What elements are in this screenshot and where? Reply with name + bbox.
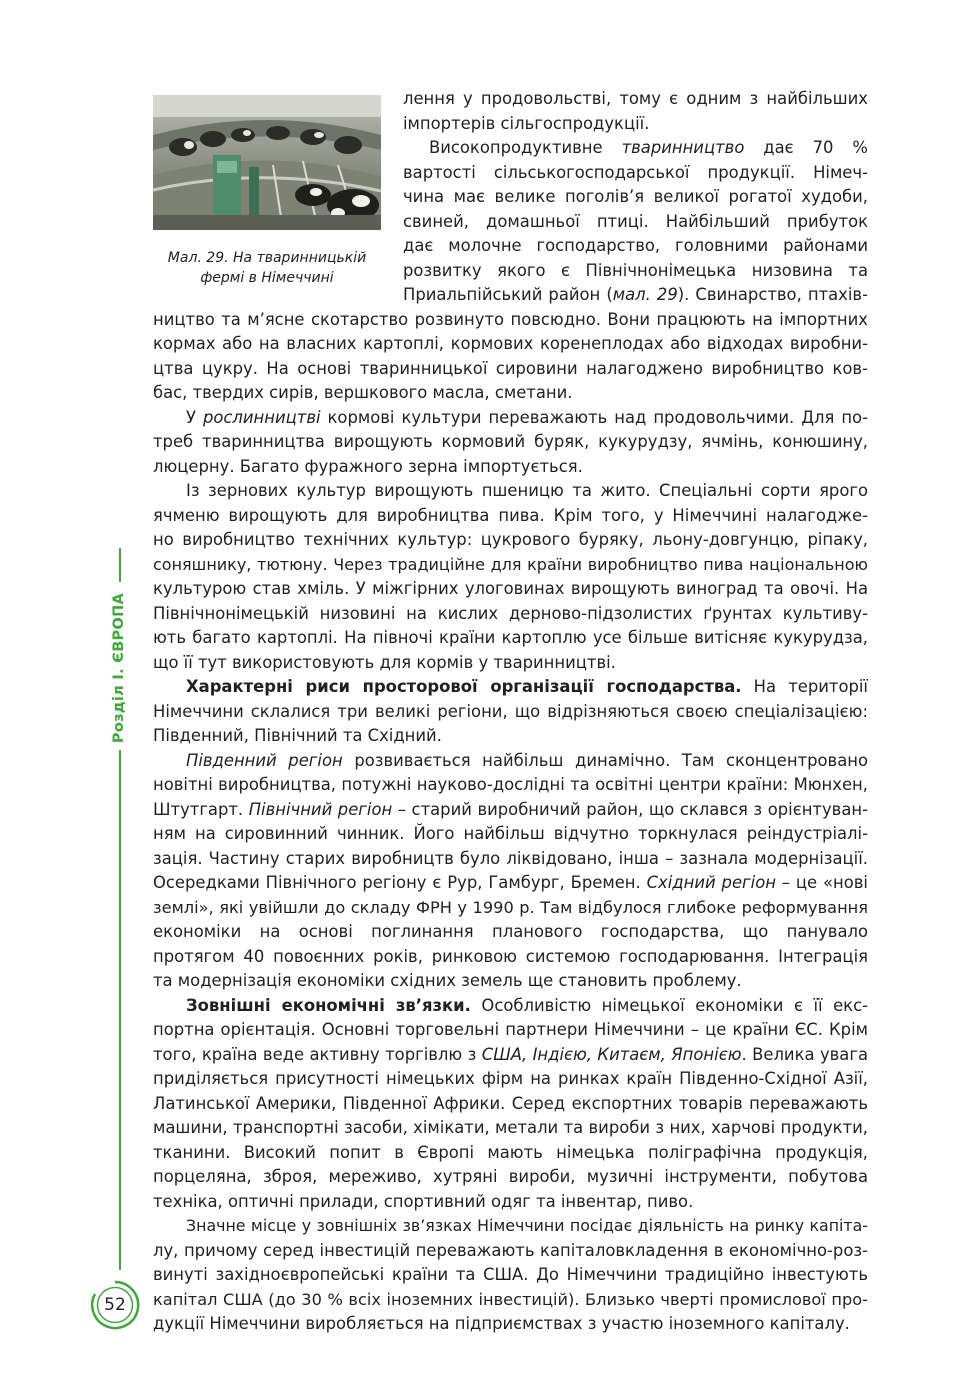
text-line <box>153 871 868 895</box>
text-line <box>153 945 868 969</box>
text-line <box>153 700 868 724</box>
side-rule-bottom <box>119 750 121 1270</box>
text-segment: розвивається найбільш динамічно. Там сконцентровано <box>342 750 869 770</box>
text-segment: кормові культури переважають над продовольчими. Для по- <box>320 407 868 427</box>
text-segment: Значне місце у зовнішніх зв’язках Німеччини посідає діяльність на ринку капіта- <box>186 1216 868 1235</box>
text-segment: техніка, оптичні прилади, спортивний одяг та інвентар, пиво. <box>153 1191 694 1211</box>
text-segment: но виробництво технічних культур: цукрового буряку, льону-довгунцю, ріпаку, <box>153 530 868 549</box>
text-segment: ячменю вирощують для виробництва пива. Крім того, у Німеччині налагодже- <box>153 505 868 525</box>
text-segment: Приальпійський район ( <box>403 285 613 304</box>
text-line <box>153 1116 868 1140</box>
text-segment: культурою став хміль. У міжгірних улоговинах вирощують виноград та овочі. На <box>153 579 868 598</box>
text-segment: Високопродуктивне <box>429 138 622 157</box>
text-segment: та модернізація економіки східних земель ще становить проблему. <box>153 971 742 990</box>
text-segment: землі», які увійшли до складу ФРН у 1990 р. Там відбулося глибоке реформування <box>153 897 868 917</box>
text-segment: ють багато картоплі. На півночі країни картоплю усе більше витісняє кукурудза, <box>153 628 868 647</box>
text-line <box>429 136 868 160</box>
text-segment: імпортерів сільгоспродукції. <box>403 113 650 133</box>
text-segment: Північнонімецькій низовині на кислих дерново-підзолистих ґрунтах культиву- <box>153 603 868 623</box>
text-line <box>153 504 868 528</box>
figure-caption <box>150 248 384 288</box>
text-segment: . Велика увага <box>741 1044 869 1064</box>
text-segment: ням на сировинний чинник. Його найбільш відчутно торкнулася реіндустріалі- <box>153 824 868 843</box>
text-segment: дає 70 % <box>744 138 868 157</box>
text-line <box>186 479 868 503</box>
italic-phrase: мал. 29 <box>612 285 678 304</box>
text-segment: лення у продовольстві, тому є одним з найбільших <box>403 89 868 108</box>
text-line <box>153 1165 868 1189</box>
text-line <box>153 626 868 650</box>
page-number: 52 <box>104 1295 126 1315</box>
text-line <box>186 406 868 430</box>
text-segment: бас, твердих сирів, вершкового масла, сметани. <box>153 383 573 402</box>
italic-phrase: рослинництві <box>202 407 321 427</box>
text-segment: Латинської Америки, Південної Африки. Серед експортних товарів переважають <box>153 1093 868 1113</box>
text-line <box>153 969 868 993</box>
text-line <box>153 357 868 381</box>
text-line <box>186 675 868 699</box>
text-segment: – старий виробничий район, що склався з орієнтуван- <box>392 799 868 819</box>
text-segment: Осередками Північного регіону є Рур, Гамбург, Бремен. <box>153 873 647 892</box>
text-segment: Штутгарт. <box>153 799 249 819</box>
section-label <box>109 592 129 744</box>
text-line <box>153 1018 868 1042</box>
text-line <box>403 234 868 258</box>
text-line <box>153 724 868 748</box>
text-line <box>153 1043 868 1067</box>
text-segment: чина має велике поголів’я великої рогатої худоби, <box>403 187 868 206</box>
text-segment: дукції Німеччини виробляється на підприємствах з участю іноземного капіталу. <box>153 1314 850 1333</box>
italic-phrase: Східний регіон <box>646 873 776 892</box>
text-segment: машини, транспортні засоби, хімікати, метали та вироби з них, харчові продукти, <box>153 1118 868 1137</box>
text-line <box>153 920 868 944</box>
text-line <box>153 528 868 552</box>
text-line <box>403 87 868 111</box>
text-line <box>153 577 868 601</box>
text-segment: вартості сільськогосподарської продукції. Німеч- <box>403 162 868 182</box>
text-line <box>153 1263 868 1287</box>
text-segment: портна орієнтація. Основні торговельні партнери Німеччини – це країни ЄС. Крім <box>153 1020 868 1039</box>
side-rule-top <box>119 548 121 582</box>
italic-phrase: США, Індією, Китаєм, Японією <box>481 1044 742 1064</box>
text-line <box>153 332 868 356</box>
text-line <box>153 381 868 405</box>
text-line <box>403 185 868 209</box>
text-segment: розвитку якого є Північнонімецька низовина та <box>403 260 868 280</box>
text-segment: Німеччини склалися три великі регіони, що відрізняються своєю спеціалізацією: <box>153 701 868 721</box>
text-line <box>153 430 868 454</box>
text-segment: треб тваринництва вирощують кормовий буряк, кукурудзу, ячмінь, конюшину, <box>153 432 868 451</box>
text-line <box>153 1288 868 1312</box>
text-line <box>403 259 868 283</box>
text-segment: того, країна веде активну торгівлю з <box>153 1044 482 1064</box>
text-segment: порцеляна, зброя, мереживо, хутряні вироби, музичні інструменти, побутова <box>153 1167 868 1186</box>
text-line <box>153 651 868 675</box>
text-line <box>153 1141 868 1165</box>
text-line <box>153 455 868 479</box>
text-line <box>186 994 868 1018</box>
text-line <box>153 1312 868 1336</box>
text-line <box>153 1239 868 1263</box>
text-segment: кормах або на власних картоплі, кормових коренеплодах або відходах виробни- <box>153 334 868 353</box>
text-line <box>186 1214 868 1238</box>
text-segment: люцерну. Багато фуражного зерна імпортується. <box>153 456 583 476</box>
text-line <box>153 1067 868 1091</box>
italic-phrase: тваринництво <box>621 138 745 157</box>
text-segment: протягом 40 повоєнних років, ринковою системою господарювання. Інтеграція <box>153 946 868 966</box>
text-line <box>153 553 868 577</box>
text-segment: новітні виробництва, потужні науково-дослідні та освітні центри країни: Мюнхен, <box>153 775 868 794</box>
text-segment: тканини. Високий попит в Європі мають німецька поліграфічна продукція, <box>153 1142 868 1162</box>
text-segment: капітал США (до 30 % всіх іноземних інвестицій). Близько чверті промислової про- <box>153 1289 868 1309</box>
text-line <box>153 773 868 797</box>
text-segment: соняшнику, тютюну. Через традиційне для країни виробництво пива національною <box>153 554 868 574</box>
text-segment: приділяється присутності німецьких фірм на ринках країн Південно-Східної Азії, <box>153 1069 868 1088</box>
text-segment: Особливістю німецької економіки є її екс- <box>470 995 868 1015</box>
text-segment: винуті західноєвропейські країни та США. До Німеччини традиційно інвестують <box>153 1265 868 1284</box>
italic-phrase: Південний регіон <box>186 750 343 770</box>
dairy-farm-photo <box>153 95 381 230</box>
text-segment: На території <box>741 677 868 696</box>
figure-caption-line: фермі в Німеччині <box>200 270 334 286</box>
text-segment: лу, причому серед інвестицій переважають капіталовкладення в економічно-роз- <box>153 1240 868 1260</box>
text-segment: – це «нові <box>775 873 868 892</box>
bold-phrase: Зовнішні економічні зв’язки. <box>186 995 471 1015</box>
text-line <box>403 161 868 185</box>
text-line <box>186 749 868 773</box>
text-segment: економіки на основі поглинання планового господарства, що панувало <box>153 922 868 941</box>
text-line <box>153 896 868 920</box>
text-segment: Із зернових культур вирощують пшеницю та жито. Спеціальні сорти ярого <box>186 481 868 500</box>
text-line <box>153 847 868 871</box>
text-line <box>403 210 868 234</box>
text-line <box>153 1092 868 1116</box>
text-segment: цтва цукру. На основі тваринницької сировини налагоджено виробництво ков- <box>153 358 868 378</box>
section-label-text: Розділ І. ЄВРОПА <box>111 592 127 744</box>
text-segment: свиней, домашньої птиці. Найбільший прибуток <box>403 211 868 231</box>
text-line <box>153 602 868 626</box>
text-line <box>153 822 868 846</box>
text-line <box>153 308 868 332</box>
text-segment: У <box>186 407 203 427</box>
text-segment: Південний, Північний та Східний. <box>153 726 442 745</box>
text-line <box>403 112 868 136</box>
text-line <box>153 798 868 822</box>
text-segment: ництво та м’ясне скотарство розвинуто повсюдно. Вони працюють на імпортних <box>153 309 868 329</box>
figure-caption-line: Мал. 29. На тваринницькій <box>167 250 367 266</box>
text-line <box>153 1190 868 1214</box>
text-segment: зація. Частину старих виробництв було ліквідовано, інша – зазнала модернізації. <box>153 848 868 868</box>
text-segment: ). Свинарство, птахів- <box>677 285 868 304</box>
italic-phrase: Північний регіон <box>248 799 393 819</box>
page-number-badge <box>90 1280 140 1330</box>
bold-phrase: Характерні риси просторової організації господарства. <box>186 677 742 696</box>
text-segment: що її тут використовують для кормів у тваринництві. <box>153 652 616 672</box>
text-segment: дає молочне господарство, головними районами <box>403 236 868 255</box>
text-line <box>403 283 868 307</box>
